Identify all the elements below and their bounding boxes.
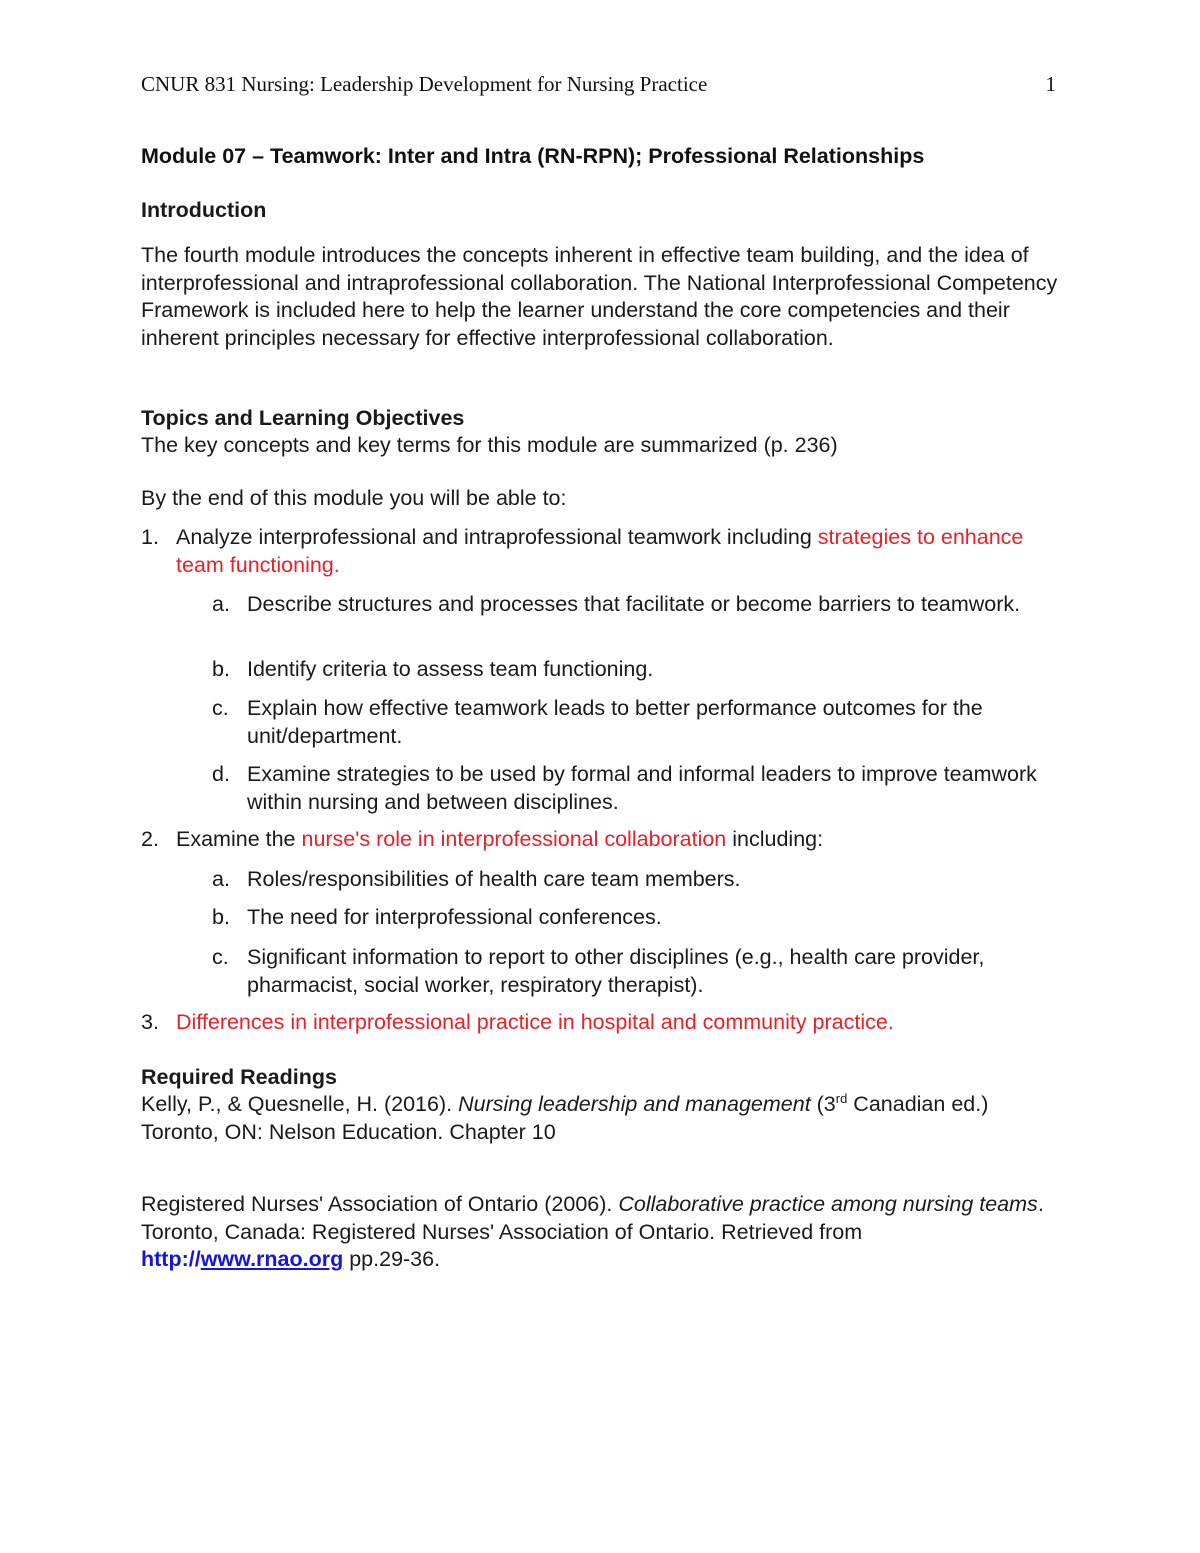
reference-title: Collaborative practice among nursing teams: [618, 1192, 1038, 1216]
subitem-letter: a.: [212, 592, 230, 616]
reference-authors: Kelly, P., & Quesnelle, H. (2016).: [141, 1092, 459, 1116]
objective-highlight: nurse's role in interprofessional collaboration: [301, 827, 727, 851]
objectives-lead-in: By the end of this module you will be able to:: [141, 486, 567, 510]
objective-number: 1.: [141, 525, 159, 549]
reference-authors: Registered Nurses' Association of Ontario (2006).: [141, 1192, 619, 1216]
objective-highlight: Differences in interprofessional practice in hospital and community practice.: [176, 1010, 894, 1034]
subitem-letter: b.: [212, 657, 230, 681]
reading-reference-2: [141, 1191, 1061, 1274]
introduction-paragraph: The fourth module introduces the concepts inherent in effective team building, and the idea of interprofessional and intraprofessional collaboration. The National Interprofessional Competency Framework is included here to help the learner understand the core competencies and their inherent principles necessary for effective interprofessional collaboration.: [141, 243, 1058, 350]
subitem-letter: c.: [212, 945, 229, 969]
reference-title: Nursing leadership and management: [458, 1092, 811, 1116]
reference-pages: pp.29-36.: [343, 1247, 441, 1271]
objective-text: [176, 826, 1061, 854]
objective-text-plain: Analyze interprofessional and intraprofessional teamwork including: [176, 525, 818, 549]
objective-highlight: strategies to enhance team functioning.: [176, 525, 1024, 577]
edition-superscript: rd: [835, 1091, 848, 1106]
subitem-text: Examine strategies to be used by formal and informal leaders to improve teamwork within nursing and between disciplines.: [247, 762, 1037, 814]
readings-heading: Required Readings: [141, 1065, 337, 1089]
subitem-letter: c.: [212, 696, 229, 720]
objective-number: 2.: [141, 827, 159, 851]
page-number: 1: [1045, 72, 1056, 96]
reading-reference-1: [141, 1091, 1061, 1146]
subitem-letter: a.: [212, 867, 230, 891]
subitem-letter: b.: [212, 905, 230, 929]
course-title: CNUR 831 Nursing: Leadership Development for Nursing Practice: [141, 72, 708, 96]
subitem-text: Identify criteria to assess team functioning.: [247, 657, 654, 681]
objective-number: 3.: [141, 1010, 159, 1034]
objective-text-plain: including:: [726, 827, 824, 851]
link-text: www.rnao.org: [200, 1247, 344, 1271]
topics-heading: Topics and Learning Objectives: [141, 406, 465, 430]
objective-text: [176, 524, 1061, 579]
subitem-text: Roles/responsibilities of health care team members.: [247, 867, 741, 891]
reference-details: Canadian ed.) Toronto, ON: Nelson Education. Chapter 10: [141, 1092, 989, 1144]
objective-text-plain: Examine the: [176, 827, 302, 851]
module-title: Module 07 – Teamwork: Inter and Intra (RN-RPN); Professional Relationships: [141, 144, 925, 168]
subitem-text: The need for interprofessional conferences.: [247, 905, 662, 929]
rnao-link[interactable]: [141, 1247, 343, 1271]
subitem-text: Significant information to report to other disciplines (e.g., health care provider, pharmacist, social worker, respiratory therapist).: [247, 945, 985, 997]
running-header: [141, 72, 1056, 97]
subitem-letter: d.: [212, 762, 230, 786]
link-prefix: http://: [141, 1247, 201, 1271]
reference-details: . Toronto, Canada: Registered Nurses' Association of Ontario. Retrieved from: [141, 1192, 1044, 1244]
topics-summary: The key concepts and key terms for this module are summarized (p. 236): [141, 433, 838, 457]
reference-edition: (3: [810, 1092, 836, 1116]
subitem-text: Describe structures and processes that facilitate or become barriers to teamwork.: [247, 592, 1021, 616]
introduction-heading: Introduction: [141, 198, 267, 222]
subitem-text: Explain how effective teamwork leads to better performance outcomes for the unit/department.: [247, 696, 983, 748]
